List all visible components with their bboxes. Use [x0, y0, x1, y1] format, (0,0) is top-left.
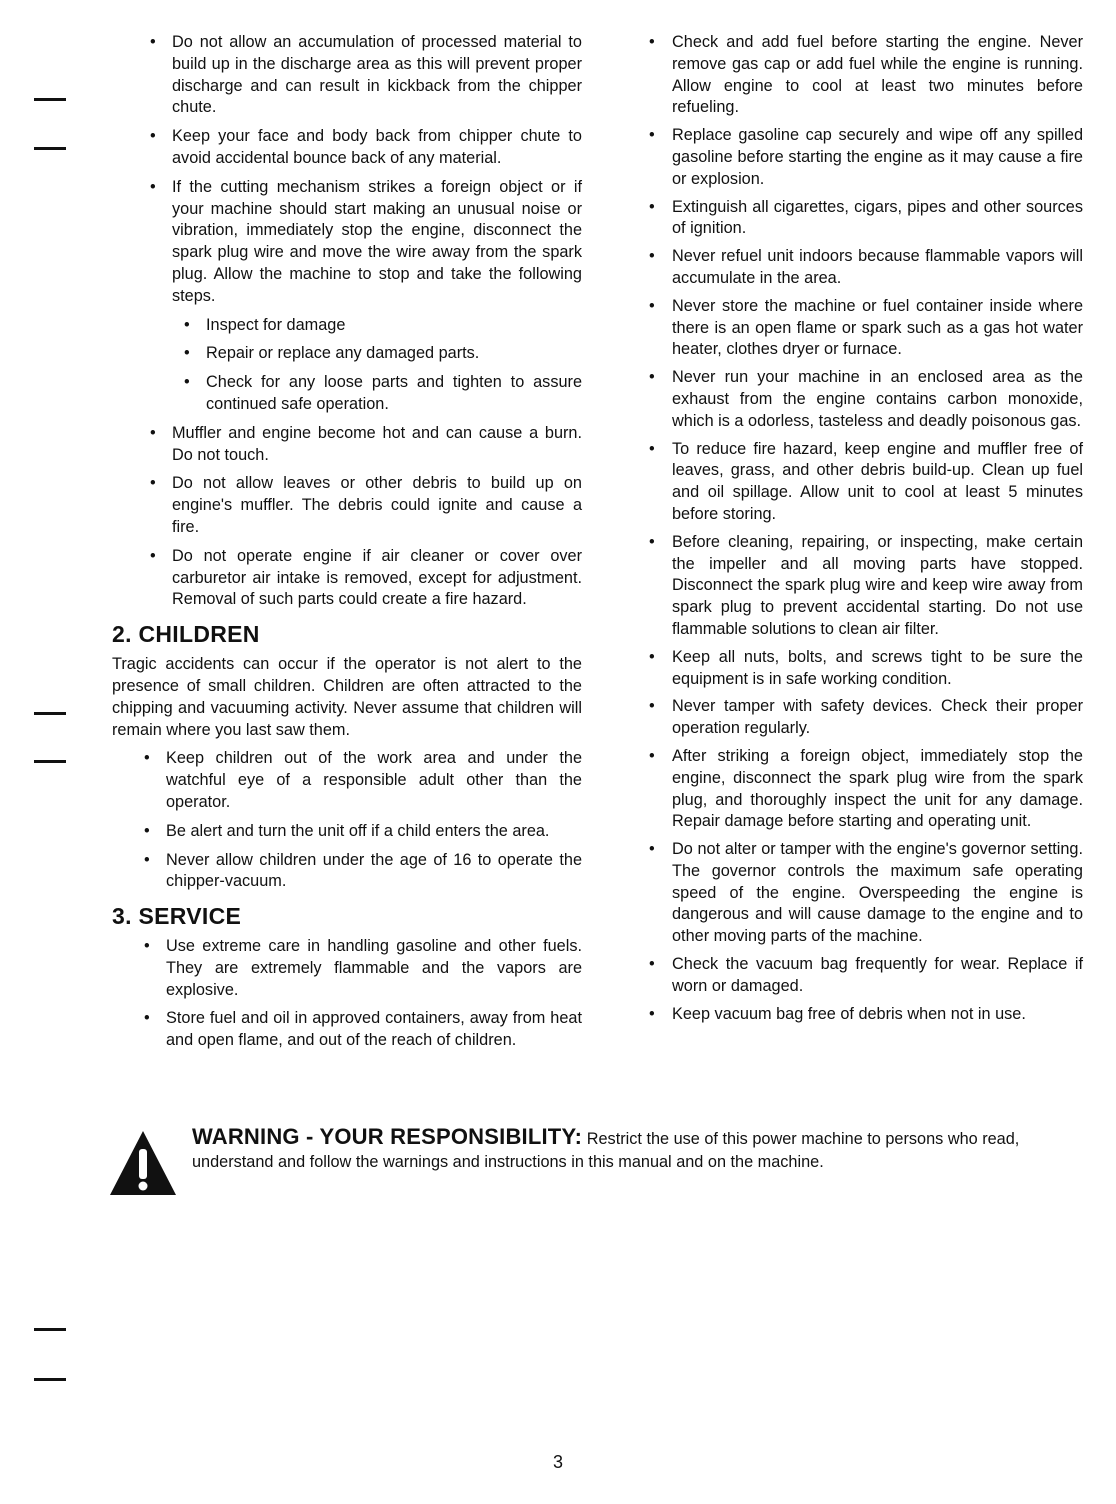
- margin-mark: [34, 1378, 66, 1381]
- list-item: • Never run your machine in an enclosed area as the exhaust from the engine contains carbon monoxide, which is a odorless, tasteless and deadly poisonous gas.: [647, 367, 1083, 432]
- warning-triangle-icon: [108, 1129, 178, 1197]
- section-heading-service: 3. SERVICE: [112, 903, 242, 930]
- list-item: • Never allow children under the age of 16 to operate the chipper-vacuum.: [112, 850, 582, 894]
- list-item: • Replace gasoline cap securely and wipe off any spilled gasoline before starting the engine as it may cause a fire or explosion.: [647, 125, 1083, 190]
- margin-mark: [34, 712, 66, 715]
- warning-notice: [108, 1125, 1084, 1200]
- children-list: [112, 748, 582, 893]
- list-item: • Use extreme care in handling gasoline and other fuels. They are extremely flammable and the vapors are explosive.: [112, 936, 582, 1001]
- list-item: • After striking a foreign object, immediately stop the engine, disconnect the spark plug wire from the spark plug, and thoroughly inspect the unit for any damage. Repair damage before starting and operating unit.: [647, 746, 1083, 833]
- margin-mark: [34, 147, 66, 150]
- list-item: • Do not allow leaves or other debris to build up on engine's muffler. The debris could ignite and cause a fire.: [112, 473, 582, 538]
- list-item: • Never store the machine or fuel container inside where there is an open flame or spark such as a gas hot water heater, clothes dryer or furnace.: [647, 296, 1083, 361]
- warning-title: WARNING - YOUR RESPONSIBILITY:: [192, 1124, 583, 1149]
- list-item-text: If the cutting mechanism strikes a foreign object or if your machine should start making an unusual noise or vibration, immediately stop the engine, disconnect the spark plug wire and move the wire away from the spark plug. Allow the machine to stop and take the following steps.: [172, 177, 582, 305]
- list-item: • Never tamper with safety devices. Check their proper operation regularly.: [647, 696, 1083, 740]
- list-item: • Do not allow an accumulation of processed material to build up in the discharge area as this will prevent proper discharge and can result in kickback from the chipper chute.: [112, 32, 582, 119]
- list-item: • Extinguish all cigarettes, cigars, pipes and other sources of ignition.: [647, 197, 1083, 241]
- list-item: • Keep vacuum bag free of debris when not in use.: [647, 1004, 1083, 1026]
- margin-mark: [34, 760, 66, 763]
- sub-list-item: • Check for any loose parts and tighten to assure continued safe operation.: [112, 372, 582, 416]
- service-list: [112, 936, 582, 1052]
- sub-list-item: • Repair or replace any damaged parts.: [112, 343, 582, 365]
- margin-mark: [34, 98, 66, 101]
- list-item: • Be alert and turn the unit off if a child enters the area.: [112, 821, 582, 843]
- safety-list-left: [112, 32, 582, 611]
- list-item: • Keep all nuts, bolts, and screws tight to be sure the equipment is in safe working condition.: [647, 647, 1083, 691]
- sub-list-item: • Inspect for damage: [112, 315, 582, 337]
- section-intro-children: Tragic accidents can occur if the operator is not alert to the presence of small children. Children are often attracted to the chipping and vacuuming activity. Never assume that children will remain where you last saw them.: [112, 655, 582, 739]
- list-item: • Before cleaning, repairing, or inspecting, make certain the impeller and all moving parts have stopped. Disconnect the spark plug wire and keep wire away from spark plug to prevent accidental starting. Do not use flammable solutions to clean air filter.: [647, 532, 1083, 641]
- list-item: • Store fuel and oil in approved containers, away from heat and open flame, and out of the reach of children.: [112, 1008, 582, 1052]
- margin-mark: [34, 1328, 66, 1331]
- sub-list: [112, 315, 582, 416]
- list-item: • Do not alter or tamper with the engine's governor setting. The governor controls the maximum safe operating speed of the engine. Overspeeding the engine is dangerous and will cause damage to the engine and to other moving parts of the machine.: [647, 839, 1083, 948]
- page-number: 3: [552, 1452, 563, 1472]
- warning-text-block: [192, 1125, 1082, 1174]
- list-item: • Keep your face and body back from chipper chute to avoid accidental bounce back of any material.: [112, 126, 582, 170]
- list-item: • Keep children out of the work area and under the watchful eye of a responsible adult other than the operator.: [112, 748, 582, 813]
- list-item: • Never refuel unit indoors because flammable vapors will accumulate in the area.: [647, 246, 1083, 290]
- list-item: • Do not operate engine if air cleaner or cover over carburetor air intake is removed, except for adjustment. Removal of such parts could create a fire hazard.: [112, 546, 582, 611]
- list-item: • Check and add fuel before starting the engine. Never remove gas cap or add fuel while the engine is running. Allow engine to cool at least two minutes before refueling.: [647, 32, 1083, 119]
- safety-list-right: [647, 32, 1083, 1025]
- list-item: • To reduce fire hazard, keep engine and muffler free of leaves, grass, and other debris build-up. Clean up fuel and oil spillage. Allow unit to cool at least 5 minutes before storing.: [647, 439, 1083, 526]
- list-item: [112, 177, 582, 416]
- warning-body: Restrict the use of this power machine to persons who read, understand and follow the warnings and instructions in this manual and on the machine.: [192, 1130, 1020, 1171]
- right-column: [647, 32, 1083, 1031]
- list-item: • Check the vacuum bag frequently for wear. Replace if worn or damaged.: [647, 954, 1083, 998]
- left-column: [112, 32, 582, 1059]
- section-heading-children: 2. CHILDREN: [112, 621, 260, 648]
- list-item: • Muffler and engine become hot and can cause a burn. Do not touch.: [112, 423, 582, 467]
